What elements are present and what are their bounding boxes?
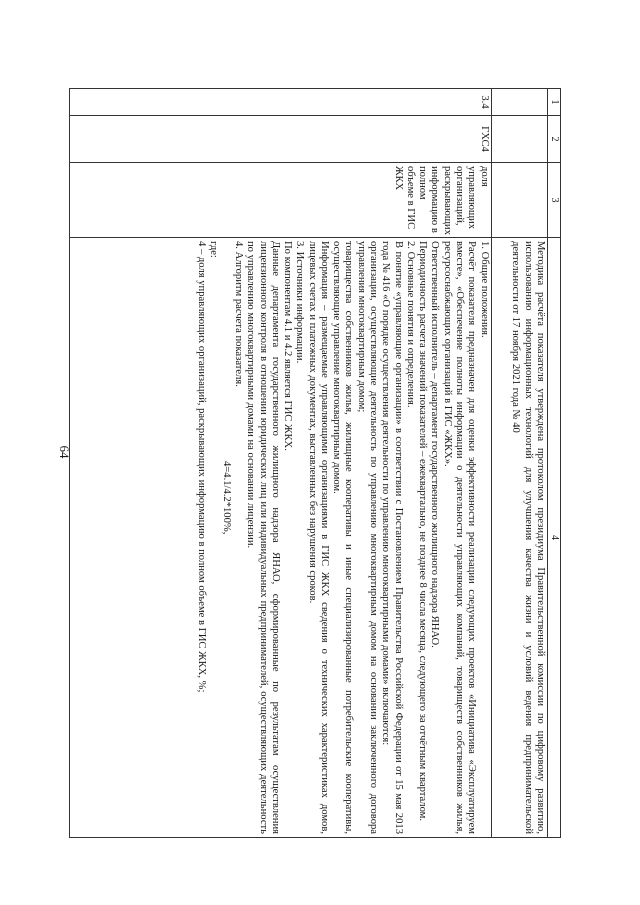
where-label: где:	[208, 241, 220, 258]
table-row-method	[491, 89, 547, 838]
paragraph: 1. Общие положения.	[478, 241, 490, 338]
header-col-1: 1	[548, 89, 561, 116]
paragraph: В понятие «управляющие организации» в соответствии с Постановлением Правительства Российской Федерации от 15 мая 2013 года № 416 «О порядке осуществления деятельности по управлению многоквартирными домами» включаются:	[380, 241, 404, 834]
paragraph: 3. Источники информации.	[294, 241, 306, 364]
paragraph: 2. Основные понятия и определения.	[404, 241, 416, 408]
indicator-code: ГХС4	[70, 116, 492, 163]
paragraph: По компонентам 4.1 и 4.2 является ГИС ЖКХ.	[282, 241, 294, 451]
paragraph: Периодичность расчета значений показателей – ежеквартально, не позднее 8 числа месяца, следующего за отчётным кварталом.	[417, 241, 429, 822]
paragraph: товарищества собственников жилья, жилищные кооперативы и иные специализированные потребительские кооперативы, осуществляющие управление многоквартирным домом.	[331, 241, 355, 834]
paragraph: Расчёт показателя предназначен для оценки эффективности реализации следующих проектов «Инициатива «Эксплуатируем вместе», «Обеспечение полноты информации о деятельности управляющих компаний, товариществ собственников жилья, ресурсоснабжающих организаций в ГИС «ЖКХ».	[441, 241, 478, 834]
definition: 4 – доля управляющих организаций, раскрывающих информацию в полном объеме в ГИС ЖКХ, %;	[196, 241, 208, 693]
indicator-name: доля управляющих организаций, раскрывающих информацию в полном объеме в ГИС ЖКХ	[70, 163, 492, 238]
table-row	[70, 89, 492, 838]
indicator-methodology	[70, 238, 492, 838]
cell-empty	[491, 116, 547, 163]
row-number: 3.4	[70, 89, 492, 116]
page-number: 64	[57, 445, 72, 459]
cell-empty	[491, 89, 547, 116]
header-col-4: 4	[548, 238, 561, 838]
formula: 4=4.1/4.2*100%,	[220, 461, 232, 535]
header-col-2: 2	[548, 116, 561, 163]
header-col-3: 3	[548, 163, 561, 238]
cell-empty	[491, 163, 547, 238]
paragraph: Ответственный исполнитель – департамент государственного жилищного надзора ЯНАО.	[429, 241, 441, 648]
method-text: Методика расчёта показателя утверждена протоколом президиума Правительственной комиссии по цифровому развитию, использованию информационных технологий для улучшения качества жизни и условий ведения предпринимательской деятельности от 17 ноября 2021 года № 40	[491, 238, 547, 838]
paragraph: Информация – размещаемые управляющими организациями в ГИС ЖКХ сведения о технических характеристиках домов, лицевых счетах и платежных документах, выставленных без нарушения сроков.	[306, 241, 330, 834]
indicator-table	[69, 88, 561, 838]
paragraph: организации, осуществляющие деятельность по управлению многоквартирным домом на основании заключенного договора управления многоквартирным домом;	[355, 241, 380, 834]
rotated-table-container	[69, 88, 561, 838]
paragraph: 4. Алгоритм расчета показателя.	[232, 241, 244, 387]
paragraph: Данные департамента государственного жилищного надзора ЯНАО, сформированные по результатам осуществления лицензионного контроля в отношении юридических лиц или индивидуальных предпринимателей, осуществляющих деятельность по управлению многоквартирными домами на основании лицензии.	[245, 241, 281, 834]
table-header-row	[548, 89, 561, 838]
